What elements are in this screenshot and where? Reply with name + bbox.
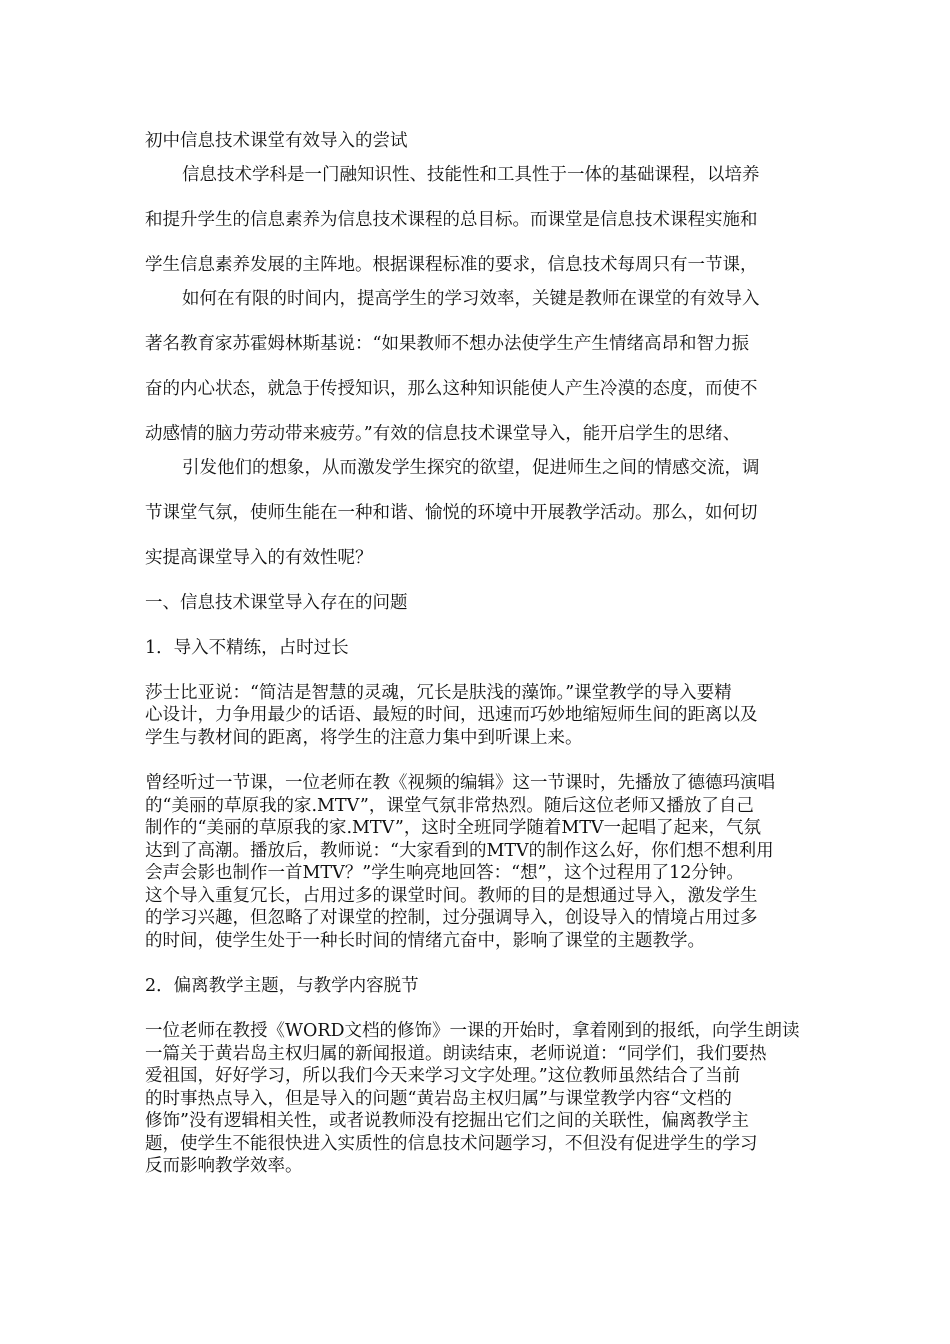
paragraph-line: 的学习兴趣，但忽略了对课堂的控制，过分强调导入，创设导入的情境占用过多 [145,908,758,928]
paragraph-line: 学生与教材间的距离，将学生的注意力集中到听课上来。 [145,728,583,748]
intro-line: 和提升学生的信息素养为信息技术课程的总目标。而课堂是信息技术课程实施和 [145,210,758,230]
intro-line: 奋的内心状态，就急于传授知识，那么这种知识能使人产生冷漠的态度，而使不 [145,379,758,399]
paragraph-line: 会声会影也制作一首MTV？”学生响亮地回答：“想”，这个过程用了12分钟。 [145,863,744,883]
paragraph-line: 爱祖国，好好学习，所以我们今天来学习文字处理。”这位教师虽然结合了当前 [145,1066,741,1086]
paragraph-line: 莎士比亚说：“简洁是智慧的灵魂，冗长是肤浅的藻饰。”课堂教学的导入要精 [145,683,732,703]
paragraph-line: 心设计，力争用最少的话语、最短的时间，迅速而巧妙地缩短师生间的距离以及 [145,705,758,725]
paragraph-line: 题，使学生不能很快进入实质性的信息技术问题学习，不但没有促进学生的学习 [145,1134,758,1154]
subsection-heading: 2．偏离教学主题，与教学内容脱节 [145,976,419,996]
paragraph-line: 达到了高潮。播放后，教师说：“大家看到的MTV的制作这么好，你们想不想利用 [145,841,774,861]
subsection-heading: 1．导入不精练，占时过长 [145,638,349,658]
intro-line: 如何在有限的时间内，提高学生的学习效率，关键是教师在课堂的有效导入 [182,289,760,309]
paragraph-line: 一篇关于黄岩岛主权归属的新闻报道。朗读结束，老师说道：“同学们，我们要热 [145,1044,767,1064]
intro-line: 信息技术学科是一门融知识性、技能性和工具性于一体的基础课程，以培养 [182,165,760,185]
paragraph-line: 曾经听过一节课，一位老师在教《视频的编辑》这一节课时，先播放了德德玛演唱 [145,773,775,793]
paragraph-line: 制作的“美丽的草原我的家.MTV”，这时全班同学随着MTV一起唱了起来，气氛 [145,818,762,838]
intro-line: 节课堂气氛，使师生能在一种和谐、愉悦的环境中开展教学活动。那么，如何切 [145,503,758,523]
intro-line: 动感情的脑力劳动带来疲劳。”有效的信息技术课堂导入，能开启学生的思绪、 [145,424,741,444]
document-title: 初中信息技术课堂有效导入的尝试 [145,131,408,151]
intro-line: 学生信息素养发展的主阵地。根据课程标准的要求，信息技术每周只有一节课， [145,255,758,275]
intro-line: 著名教育家苏霍姆林斯基说：“如果教师不想办法使学生产生情绪高昂和智力振 [145,334,749,354]
intro-line: 实提高课堂导入的有效性呢？ [145,548,373,568]
paragraph-line: 这个导入重复冗长，占用过多的课堂时间。教师的目的是想通过导入，激发学生 [145,886,758,906]
intro-line: 引发他们的想象，从而激发学生探究的欲望，促进师生之间的情感交流，调 [182,458,760,478]
paragraph-line: 的“美丽的草原我的家.MTV”，课堂气氛非常热烈。随后这位老师又播放了自己 [145,796,754,816]
paragraph-line: 修饰”没有逻辑相关性，或者说教师没有挖掘出它们之间的关联性，偏离教学主 [145,1111,749,1131]
paragraph-line: 一位老师在教授《WORD文档的修饰》一课的开始时，拿着刚到的报纸，向学生朗读 [145,1021,800,1041]
paragraph-line: 的时事热点导入，但是导入的问题“黄岩岛主权归属”与课堂教学内容“文档的 [145,1089,732,1109]
section-heading: 一、信息技术课堂导入存在的问题 [145,593,408,613]
paragraph-line: 反而影响教学效率。 [145,1156,303,1176]
paragraph-line: 的时间，使学生处于一种长时间的情绪亢奋中，影响了课堂的主题教学。 [145,931,705,951]
